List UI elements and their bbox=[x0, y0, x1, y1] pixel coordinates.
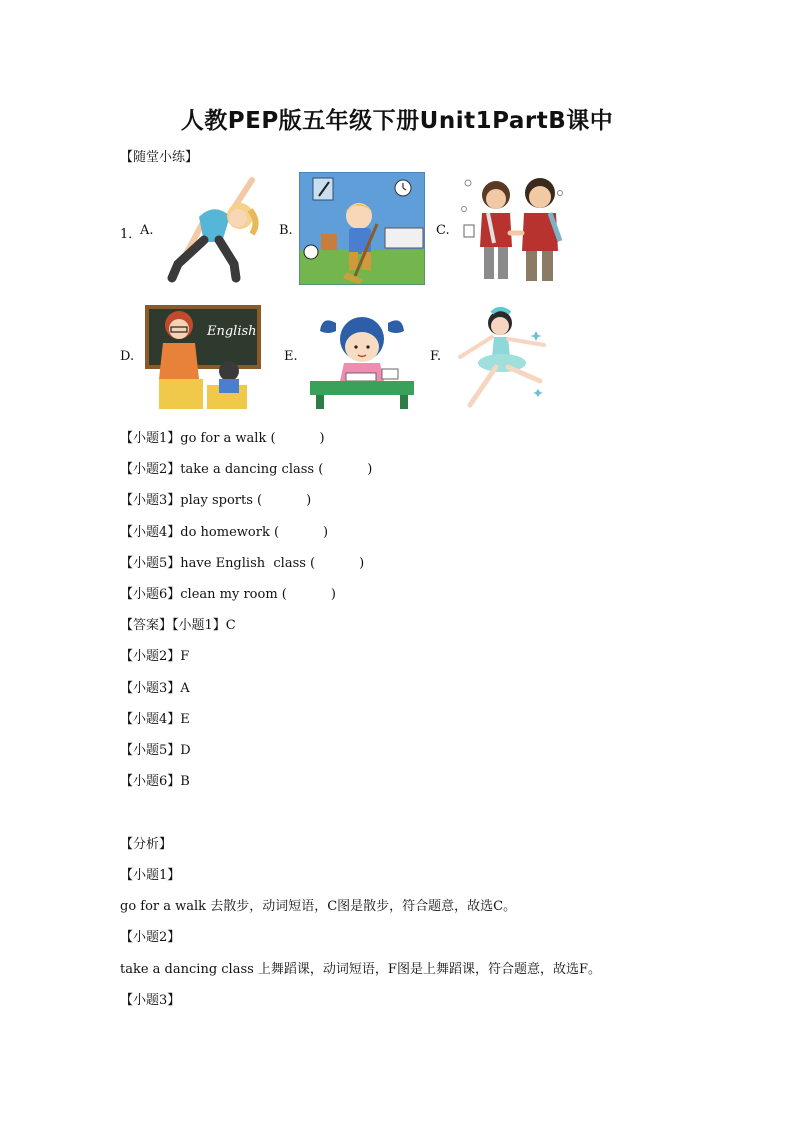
answer-item bbox=[120, 708, 190, 727]
answer-label: 【小题5】 bbox=[120, 743, 181, 758]
analysis-label: 【小题1】 bbox=[120, 868, 181, 883]
answer-value: A bbox=[180, 681, 190, 696]
answer-value: E bbox=[180, 712, 190, 727]
question-label: 【小题1】 bbox=[120, 431, 181, 446]
option-label-e: E. bbox=[284, 349, 298, 364]
question-item bbox=[120, 427, 325, 446]
analysis-label: 【小题3】 bbox=[120, 993, 181, 1008]
question-text: clean my room ( bbox=[180, 587, 287, 602]
picture-f-ballerina bbox=[452, 301, 558, 413]
analysis-text: go for a walk 去散步，动词短语，C图是散步，符合题意，故选C。 bbox=[120, 899, 517, 914]
answer-heading: 【答案】 bbox=[120, 618, 173, 633]
option-label-a: A. bbox=[140, 223, 154, 238]
picture-c-kids-walking bbox=[460, 173, 574, 285]
answer-label: 【小题3】 bbox=[120, 681, 181, 696]
answer-item bbox=[120, 677, 190, 696]
page-title: 人教PEP版五年级下册Unit1PartB课中 bbox=[180, 108, 614, 134]
question-close: ) bbox=[330, 587, 336, 602]
analysis-heading: 【分析】 bbox=[120, 837, 173, 852]
question-text: go for a walk ( bbox=[180, 431, 276, 446]
answer-value: D bbox=[180, 743, 191, 758]
answer-value: F bbox=[180, 649, 190, 664]
question-text: play sports ( bbox=[180, 493, 263, 508]
picture-b-boy-cleaning bbox=[299, 172, 425, 285]
question-close: ) bbox=[306, 493, 312, 508]
question-text: have English class ( bbox=[180, 556, 316, 571]
answer-value: B bbox=[180, 774, 190, 789]
analysis-text: take a dancing class 上舞蹈课，动词短语，F图是上舞蹈课，符合题意，故选F。 bbox=[120, 962, 601, 977]
answer-value: C bbox=[225, 618, 236, 633]
answer-label: 【小题1】 bbox=[172, 618, 226, 633]
answer-item bbox=[120, 770, 190, 789]
question-item bbox=[120, 489, 311, 508]
question-item bbox=[120, 552, 364, 571]
question-number: 1． bbox=[120, 227, 142, 242]
answer-label: 【小题6】 bbox=[120, 774, 181, 789]
question-label: 【小题5】 bbox=[120, 556, 181, 571]
question-close: ) bbox=[367, 462, 373, 477]
answer-label: 【小题2】 bbox=[120, 649, 181, 664]
board-text: English bbox=[207, 324, 257, 339]
analysis-label: 【小题2】 bbox=[120, 930, 181, 945]
option-label-c: C. bbox=[436, 223, 450, 238]
picture-d-english-class bbox=[145, 301, 261, 411]
question-item bbox=[120, 583, 336, 602]
answer-label: 【小题4】 bbox=[120, 712, 181, 727]
picture-e-girl-homework bbox=[306, 301, 418, 411]
question-text: take a dancing class ( bbox=[180, 462, 324, 477]
question-item bbox=[120, 458, 372, 477]
question-item bbox=[120, 521, 328, 540]
option-label-b: B. bbox=[279, 223, 293, 238]
question-label: 【小题4】 bbox=[120, 525, 181, 540]
answer-item bbox=[120, 739, 191, 758]
option-label-f: F. bbox=[430, 349, 442, 364]
question-label: 【小题6】 bbox=[120, 587, 181, 602]
section-label: 【随堂小练】 bbox=[120, 150, 199, 165]
question-close: ) bbox=[319, 431, 325, 446]
answer-item bbox=[120, 614, 236, 633]
question-close: ) bbox=[359, 556, 365, 571]
question-close: ) bbox=[323, 525, 329, 540]
question-label: 【小题2】 bbox=[120, 462, 181, 477]
question-label: 【小题3】 bbox=[120, 493, 181, 508]
picture-a-girl-stretching bbox=[164, 172, 264, 284]
answer-item bbox=[120, 645, 189, 664]
option-label-d: D. bbox=[120, 349, 135, 364]
question-text: do homework ( bbox=[180, 525, 280, 540]
